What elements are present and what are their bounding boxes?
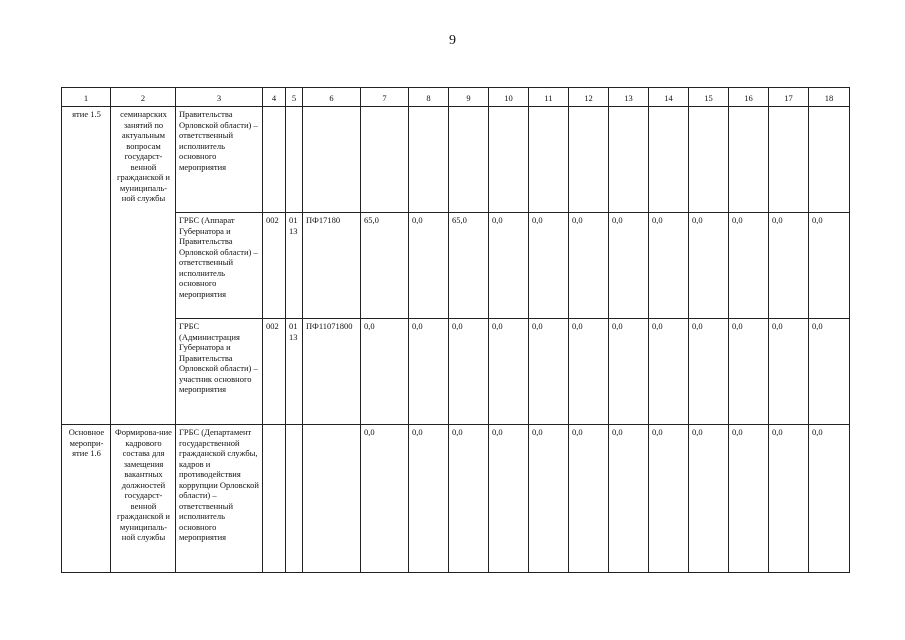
value-cell: 65,0 xyxy=(449,213,489,319)
value-cell xyxy=(409,107,449,213)
value-cell: 0,0 xyxy=(361,319,409,425)
section-code-cell: 01 13 xyxy=(286,213,303,319)
grbs-code-cell: 002 xyxy=(263,319,286,425)
page-number: 9 xyxy=(449,33,456,48)
header-cell: 3 xyxy=(176,88,263,107)
value-cell: 0,0 xyxy=(809,425,850,573)
value-cell xyxy=(489,107,529,213)
header-cell: 6 xyxy=(303,88,361,107)
value-cell: 0,0 xyxy=(489,425,529,573)
value-cell: 0,0 xyxy=(689,319,729,425)
target-article-cell xyxy=(303,107,361,213)
value-cell xyxy=(689,107,729,213)
header-cell: 8 xyxy=(409,88,449,107)
value-cell: 0,0 xyxy=(361,425,409,573)
value-cell: 0,0 xyxy=(649,213,689,319)
header-cell: 7 xyxy=(361,88,409,107)
budget-table xyxy=(61,87,850,573)
table-row xyxy=(62,107,850,213)
section-code-cell: 01 13 xyxy=(286,319,303,425)
value-cell xyxy=(569,107,609,213)
value-cell: 0,0 xyxy=(689,213,729,319)
activity-number-cell: ятие 1.5 xyxy=(62,107,111,425)
value-cell xyxy=(609,107,649,213)
value-cell: 0,0 xyxy=(529,319,569,425)
value-cell xyxy=(649,107,689,213)
executor-cell: ГРБС (Департамент государственной гражданской службы, кадров и противодействия коррупции Орловской области) – ответственный исполнитель основного мероприятия xyxy=(176,425,263,573)
value-cell: 0,0 xyxy=(769,425,809,573)
header-cell: 17 xyxy=(769,88,809,107)
value-cell: 0,0 xyxy=(569,213,609,319)
table-row xyxy=(62,319,850,425)
value-cell: 0,0 xyxy=(609,425,649,573)
section-code-cell xyxy=(286,425,303,573)
target-article-cell xyxy=(303,425,361,573)
table-row xyxy=(62,213,850,319)
value-cell: 0,0 xyxy=(569,425,609,573)
executor-cell: Правительства Орловской области) – ответственный исполнитель основного мероприятия xyxy=(176,107,263,213)
value-cell: 0,0 xyxy=(489,319,529,425)
value-cell: 0,0 xyxy=(649,425,689,573)
value-cell: 0,0 xyxy=(529,425,569,573)
value-cell: 0,0 xyxy=(809,319,850,425)
grbs-code-cell xyxy=(263,107,286,213)
value-cell: 0,0 xyxy=(769,319,809,425)
value-cell: 0,0 xyxy=(729,213,769,319)
value-cell xyxy=(449,107,489,213)
table-row xyxy=(62,425,850,573)
target-article-cell: ПФ17180 xyxy=(303,213,361,319)
header-cell: 14 xyxy=(649,88,689,107)
header-cell: 10 xyxy=(489,88,529,107)
activity-name-cell: семинарских занятий по актуальным вопросам государст-венной гражданской и муниципаль-ной службы xyxy=(111,107,176,425)
value-cell: 0,0 xyxy=(409,425,449,573)
value-cell: 0,0 xyxy=(529,213,569,319)
value-cell: 0,0 xyxy=(409,213,449,319)
value-cell: 0,0 xyxy=(649,319,689,425)
header-cell: 13 xyxy=(609,88,649,107)
value-cell: 65,0 xyxy=(361,213,409,319)
header-cell: 12 xyxy=(569,88,609,107)
value-cell: 0,0 xyxy=(449,319,489,425)
header-cell: 11 xyxy=(529,88,569,107)
header-cell: 1 xyxy=(62,88,111,107)
activity-name-cell: Формирова-ние кадрового состава для замещения вакантных должностей государст-венной гражданской и муниципаль-ной службы xyxy=(111,425,176,573)
value-cell xyxy=(809,107,850,213)
executor-cell: ГРБС (Аппарат Губернатора и Правительства Орловской области) – ответственный исполнитель основного мероприятия xyxy=(176,213,263,319)
value-cell: 0,0 xyxy=(449,425,489,573)
grbs-code-cell xyxy=(263,425,286,573)
value-cell: 0,0 xyxy=(569,319,609,425)
header-cell: 5 xyxy=(286,88,303,107)
header-cell: 4 xyxy=(263,88,286,107)
executor-cell: ГРБС (Администрация Губернатора и Правительства Орловской области) – участник основного мероприятия xyxy=(176,319,263,425)
activity-number-cell: Основное меропри-ятие 1.6 xyxy=(62,425,111,573)
header-cell: 16 xyxy=(729,88,769,107)
header-cell: 18 xyxy=(809,88,850,107)
value-cell xyxy=(361,107,409,213)
target-article-cell: ПФ11071800 xyxy=(303,319,361,425)
value-cell xyxy=(529,107,569,213)
value-cell: 0,0 xyxy=(769,213,809,319)
header-cell: 9 xyxy=(449,88,489,107)
value-cell: 0,0 xyxy=(729,425,769,573)
header-row xyxy=(62,88,850,107)
header-cell: 2 xyxy=(111,88,176,107)
value-cell: 0,0 xyxy=(729,319,769,425)
value-cell: 0,0 xyxy=(609,319,649,425)
value-cell xyxy=(729,107,769,213)
grbs-code-cell: 002 xyxy=(263,213,286,319)
value-cell: 0,0 xyxy=(409,319,449,425)
value-cell xyxy=(769,107,809,213)
header-cell: 15 xyxy=(689,88,729,107)
value-cell: 0,0 xyxy=(489,213,529,319)
value-cell: 0,0 xyxy=(609,213,649,319)
value-cell: 0,0 xyxy=(809,213,850,319)
value-cell: 0,0 xyxy=(689,425,729,573)
section-code-cell xyxy=(286,107,303,213)
